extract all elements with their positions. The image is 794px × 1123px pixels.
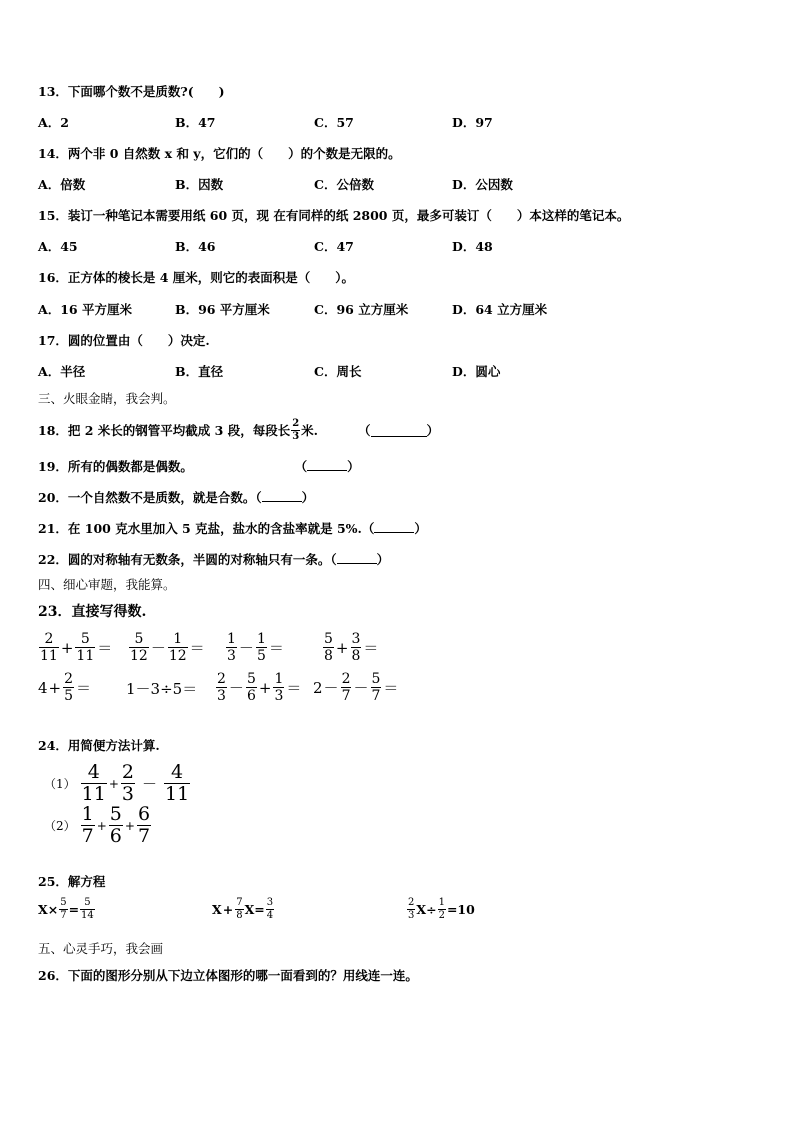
option-d: D．48 bbox=[452, 239, 493, 254]
option-c: C．96 立方厘米 bbox=[314, 302, 409, 317]
expression: （2） $\frac{1}{7}$ + $\frac{5}{6}$ + $\frac{6}{7}$ bbox=[44, 803, 151, 847]
question-13: 13．下面哪个数不是质数?( ) bbox=[38, 84, 225, 99]
expression: 1－3÷5＝ bbox=[126, 680, 198, 698]
expression: $\frac{5}{12}$ － $\frac{1}{12}$ ＝ bbox=[130, 631, 205, 664]
option-d: D．97 bbox=[452, 115, 493, 130]
section-4-heading: 四、细心审题，我能算。 bbox=[38, 577, 176, 592]
question-18: 18．把 2 米长的钢管平均截成 3 段，每段长 $\frac{2}{3}$ 米. （ ） bbox=[38, 418, 440, 442]
question-19: 19．所有的偶数都是偶数。 （ ） bbox=[38, 459, 360, 474]
expression: （1） $\frac{4}{11}$ + $\frac{2}{3}$ － $\frac{4}{11}$ bbox=[44, 761, 190, 805]
option-c: C．公倍数 bbox=[314, 177, 374, 192]
option-d: D．64 立方厘米 bbox=[452, 302, 548, 317]
equation: X × $\frac{5}{7}$ = $\frac{5}{14}$ bbox=[38, 897, 94, 921]
question-14: 14．两个非 0 自然数 x 和 y，它们的（ ）的个数是无限的。 bbox=[38, 146, 401, 161]
expression: 4 + $\frac{2}{5}$ ＝ bbox=[38, 671, 92, 704]
option-c: C．57 bbox=[314, 115, 354, 130]
option-a: A．倍数 bbox=[38, 177, 86, 192]
question-25-title: 25．解方程 bbox=[38, 874, 106, 889]
expression: $\frac{1}{3}$ － $\frac{1}{5}$ ＝ bbox=[227, 631, 284, 664]
option-d: D．圆心 bbox=[452, 364, 501, 379]
question-22: 22．圆的对称轴有无数条，半圆的对称轴只有一条。（ ） bbox=[38, 552, 390, 567]
section-3-heading: 三、火眼金睛，我会判。 bbox=[38, 391, 176, 406]
question-24-title: 24．用简便方法计算. bbox=[38, 738, 160, 753]
answer-blank[interactable] bbox=[374, 520, 414, 533]
option-b: B．46 bbox=[175, 239, 216, 254]
option-d: D．公因数 bbox=[452, 177, 513, 192]
option-a: A．2 bbox=[38, 115, 69, 130]
option-a: A．半径 bbox=[38, 364, 86, 379]
expression: 2 － $\frac{2}{7}$ － $\frac{5}{7}$ ＝ bbox=[313, 671, 399, 704]
equation: X + $\frac{7}{8}$ X= $\frac{3}{4}$ bbox=[212, 897, 274, 921]
option-c: C．周长 bbox=[314, 364, 362, 379]
option-a: A．45 bbox=[38, 239, 78, 254]
expression: $\frac{2}{3}$ － $\frac{5}{6}$ + $\frac{1}{3}$ ＝ bbox=[217, 671, 302, 704]
q18-unit: 米. bbox=[301, 422, 319, 438]
question-26: 26．下面的图形分别从下边立体图形的哪一面看到的？用线连一连。 bbox=[38, 968, 418, 983]
answer-blank[interactable] bbox=[307, 458, 347, 471]
equation: $\frac{2}{3}$ X÷ $\frac{1}{2}$ =10 bbox=[408, 897, 475, 921]
expression: $\frac{2}{11}$ + $\frac{5}{11}$ ＝ bbox=[40, 631, 113, 664]
question-23-title: 23．直接写得数. bbox=[38, 604, 147, 620]
question-16: 16．正方体的棱长是 4 厘米，则它的表面积是（ ）。 bbox=[38, 270, 355, 285]
option-c: C．47 bbox=[314, 239, 354, 254]
option-b: B．47 bbox=[175, 115, 216, 130]
question-21: 21．在 100 克水里加入 5 克盐，盐水的含盐率就是 5%.（ ） bbox=[38, 521, 427, 536]
q18-text: 18．把 2 米长的钢管平均截成 3 段，每段长 bbox=[38, 422, 291, 438]
answer-blank[interactable] bbox=[262, 489, 302, 502]
expression: $\frac{5}{8}$ + $\frac{3}{8}$ ＝ bbox=[324, 631, 379, 664]
option-b: B．因数 bbox=[175, 177, 224, 192]
answer-blank[interactable] bbox=[337, 551, 377, 564]
question-15: 15．装订一种笔记本需要用纸 60 页，现 在有同样的纸 2800 页，最多可装订（ ）本这样的笔记本。 bbox=[38, 208, 630, 223]
question-20: 20．一个自然数不是质数，就是合数。（ ） bbox=[38, 490, 315, 505]
option-a: A．16 平方厘米 bbox=[38, 302, 132, 317]
section-5-heading: 五、心灵手巧，我会画 bbox=[38, 941, 164, 956]
question-17: 17．圆的位置由（ ）决定. bbox=[38, 333, 210, 348]
option-b: B．直径 bbox=[175, 364, 224, 379]
option-b: B．96 平方厘米 bbox=[175, 302, 270, 317]
fraction: $\frac{2}{3}$ bbox=[292, 418, 300, 442]
answer-blank[interactable] bbox=[371, 424, 427, 437]
